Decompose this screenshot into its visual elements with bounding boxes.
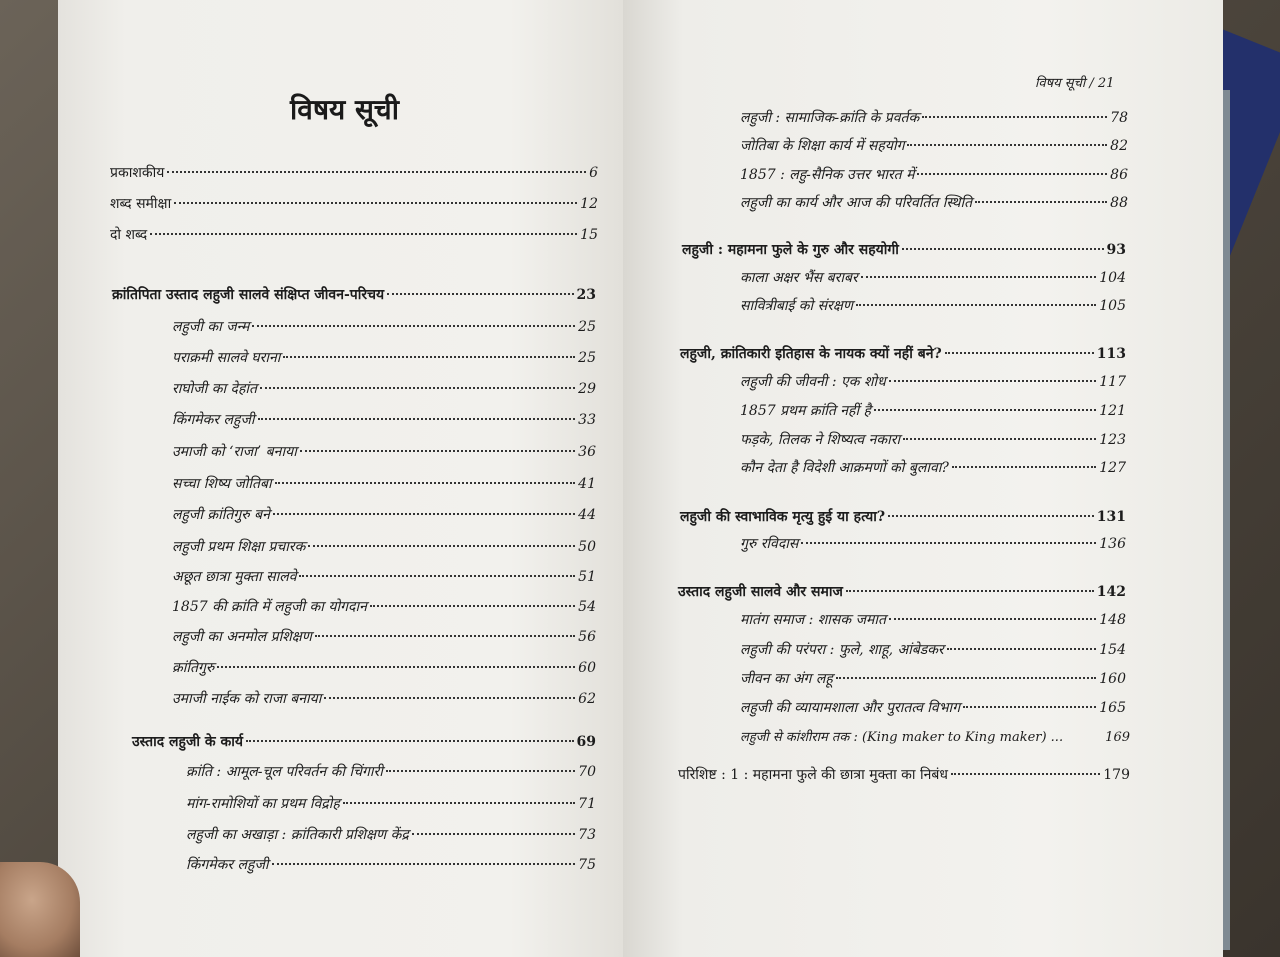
toc-entry: सच्चा शिष्य जोतिबा 41	[172, 476, 596, 492]
running-head: विषय सूची / 21	[1035, 76, 1115, 91]
toc-entry: लहुजी का जन्म 25	[172, 319, 596, 335]
toc-section: लहुजी की स्वाभाविक मृत्यु हुई या हत्या? 131	[680, 509, 1126, 525]
toc-entry: क्रांति : आमूल-चूल परिवर्तन की चिंगारी 70	[186, 764, 596, 780]
toc-entry: उमाजी को ‘राजा’ बनाया 36	[172, 444, 596, 460]
toc-section: क्रांतिपिता उस्ताद लहुजी सालवे संक्षिप्त जीवन-परिचय 23	[112, 287, 596, 303]
toc-entry: पराक्रमी सालवे घराना 25	[172, 350, 596, 366]
toc-entry: लहुजी की व्यायामशाला और पुरातत्व विभाग 165	[740, 700, 1126, 716]
toc-entry: लहुजी का अखाड़ा : क्रांतिकारी प्रशिक्षण केंद्र 73	[186, 827, 596, 843]
toc-section: उस्ताद लहुजी सालवे और समाज 142	[678, 584, 1126, 600]
toc-entry: गुरु रविदास 136	[740, 536, 1126, 552]
toc-entry: लहुजी का अनमोल प्रशिक्षण 56	[172, 629, 596, 645]
toc-entry: शब्द समीक्षा 12	[110, 196, 598, 212]
toc-entry: 1857 प्रथम क्रांति नहीं है 121	[740, 403, 1126, 419]
page-title: विषय सूची	[290, 93, 399, 126]
toc-entry: उमाजी नाईक को राजा बनाया 62	[172, 691, 596, 707]
toc-entry: लहुजी की परंपरा : फुले, शाहू, आंबेडकर 154	[740, 642, 1126, 658]
toc-entry: कौन देता है विदेशी आक्रमणों को बुलावा? 127	[740, 460, 1126, 476]
toc-appendix: परिशिष्ट : 1 : महामना फुले की छात्रा मुक्ता का निबंध 179	[678, 767, 1130, 783]
toc-entry: मातंग समाज : शासक जमात 148	[740, 612, 1126, 628]
toc-section: लहुजी : महामना फुले के गुरु और सहयोगी 93	[682, 242, 1126, 258]
toc-entry: राघोजी का देहांत 29	[172, 381, 596, 397]
toc-entry: 1857 : लहु-सैनिक उत्तर भारत में 86	[740, 167, 1128, 183]
toc-entry: किंगमेकर लहुजी 75	[186, 857, 596, 873]
toc-entry: अछूत छात्रा मुक्ता सालवे 51	[172, 569, 596, 585]
toc-section: लहुजी, क्रांतिकारी इतिहास के नायक क्यों नहीं बने? 113	[680, 346, 1126, 362]
toc-section: उस्ताद लहुजी के कार्य 69	[132, 734, 596, 750]
toc-entry: लहुजी क्रांतिगुरु बने 44	[172, 507, 596, 523]
toc-entry: दो शब्द 15	[110, 227, 598, 243]
toc-entry: प्रकाशकीय 6	[110, 165, 598, 181]
toc-entry: लहुजी का कार्य और आज की परिवर्तित स्थिति 88	[740, 195, 1128, 211]
toc-entry: जोतिबा के शिक्षा कार्य में सहयोग 82	[740, 138, 1128, 154]
toc-entry: फड़के, तिलक ने शिष्यत्व नकारा 123	[740, 432, 1126, 448]
toc-entry: सावित्रीबाई को संरक्षण 105	[740, 298, 1126, 314]
toc-entry: काला अक्षर भैंस बराबर 104	[740, 270, 1126, 286]
toc-entry: मांग-रामोशियों का प्रथम विद्रोह 71	[186, 796, 596, 812]
toc-entry: लहुजी से कांशीराम तक : (King maker to King maker) ... 169	[740, 730, 1130, 745]
toc-entry: लहुजी : सामाजिक-क्रांति के प्रवर्तक 78	[740, 110, 1128, 126]
toc-entry: लहुजी प्रथम शिक्षा प्रचारक 50	[172, 539, 596, 555]
thumb	[0, 862, 80, 957]
toc-entry: 1857 की क्रांति में लहुजी का योगदान 54	[172, 599, 596, 615]
toc-entry: क्रांतिगुरु 60	[172, 660, 596, 676]
toc-entry: लहुजी की जीवनी : एक शोध 117	[740, 374, 1126, 390]
toc-entry: किंगमेकर लहुजी 33	[172, 412, 596, 428]
toc-entry: जीवन का अंग लहू 160	[740, 671, 1126, 687]
